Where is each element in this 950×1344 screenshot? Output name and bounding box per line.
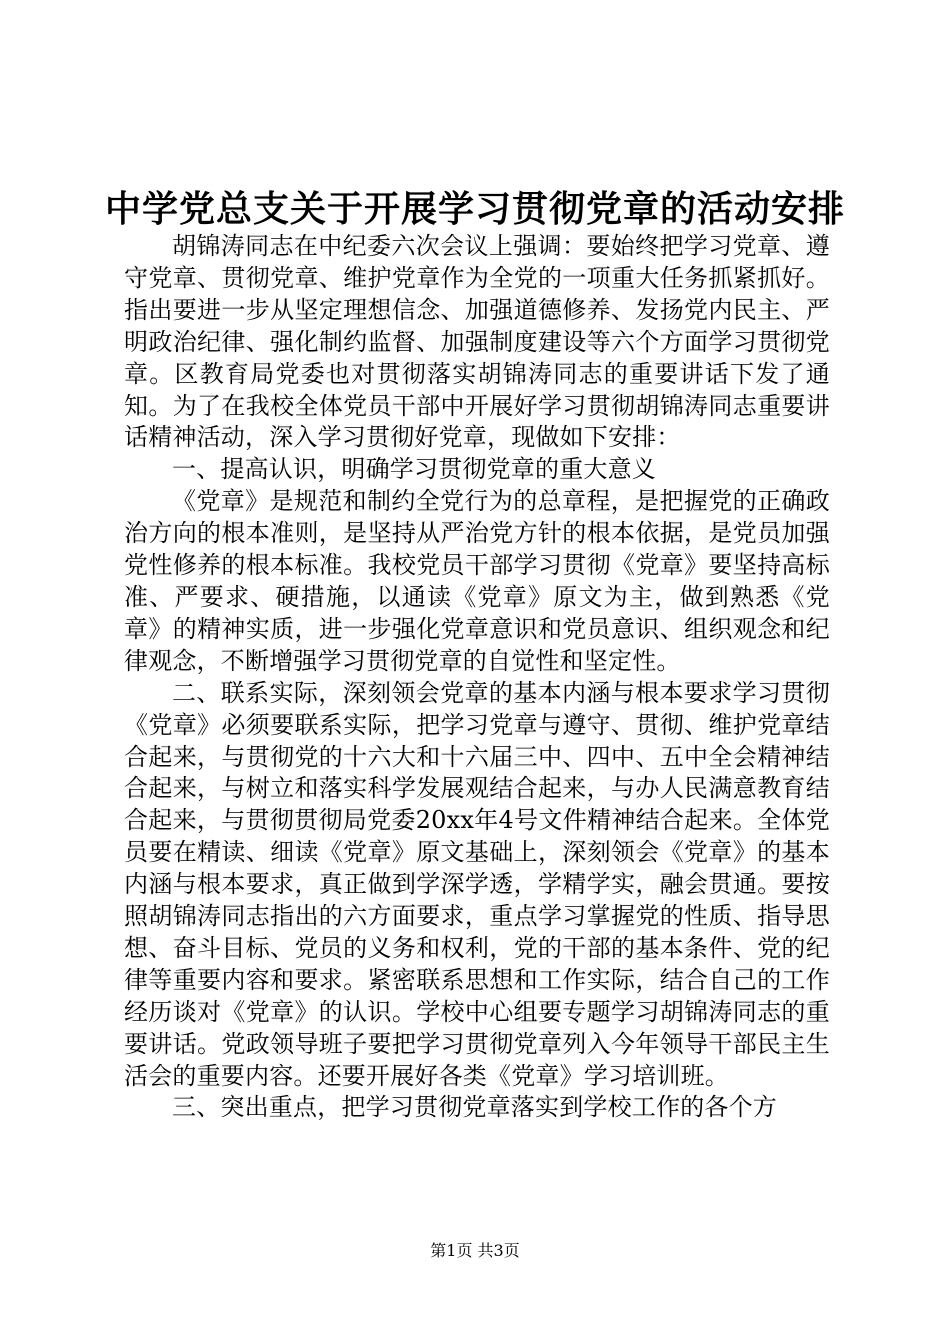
paragraph-intro: 胡锦涛同志在中纪委六次会议上强调：要始终把学习党章、遵守党章、贯彻党章、维护党章作为全党的一项重大任务抓紧抓好。指出要进一步从坚定理想信念、加强道德修养、发扬党内民主、严明政治纪律、强化制约监督、加强制度建设等六个方面学习贯彻党章。区教育局党委也对贯彻落实胡锦涛同志的重要讲话下发了通知。为了在我校全体党员干部中开展好学习贯彻胡锦涛同志重要讲话精神活动，深入学习贯彻好党章，现做如下安排： (124, 232, 830, 452)
document-title: 中学党总支关于开展学习贯彻党章的活动安排 (104, 188, 845, 230)
section-heading-1: 一、提高认识，明确学习贯彻党章的重大意义 (172, 455, 656, 484)
page-footer: 第1页 共3页 (430, 1241, 520, 1260)
paragraph-section-2: 二、联系实际，深刻领会党章的基本内涵与根本要求学习贯彻《党章》必须要联系实际，把学习党章与遵守、贯彻、维护党章结合起来，与贯彻党的十六大和十六届三中、四中、五中全会精神结合起来，与树立和落实科学发展观结合起来，与办人民满意教育结合起来，与贯彻贯彻局党委20xx年4号文件精神结合起来。全体党员要在精读、细读《党章》原文基础上，深刻领会《党章》的基本内涵与根本要求，真正做到学深学透，学精学实，融会贯通。要按照胡锦涛同志指出的六方面要求，重点学习掌握党的性质、指导思想、奋斗目标、党员的义务和权利，党的干部的基本条件、党的纪律等重要内容和要求。紧密联系思想和工作实际，结合自己的工作经历谈对《党章》的认识。学校中心组要专题学习胡锦涛同志的重要讲话。党政领导班子要把学习贯彻党章列入今年领导干部民主生活会的重要内容。还要开展好各类《党章》学习培训班。 (124, 678, 830, 1090)
document-body (124, 231, 830, 1124)
paragraph-section-1: 《党章》是规范和制约全党行为的总章程，是把握党的正确政治方向的根本准则，是坚持从严治党方针的根本依据，是党员加强党性修养的根本标准。我校党员干部学习贯彻《党章》要坚持高标准、严要求、硬措施，以通读《党章》原文为主，做到熟悉《党章》的精神实质，进一步强化党章意识和党员意识、组织观念和纪律观念，不断增强学习贯彻党章的自觉性和坚定性。 (124, 487, 830, 675)
section-heading-3: 三、突出重点，把学习贯彻党章落实到学校工作的各个方 (172, 1093, 777, 1122)
